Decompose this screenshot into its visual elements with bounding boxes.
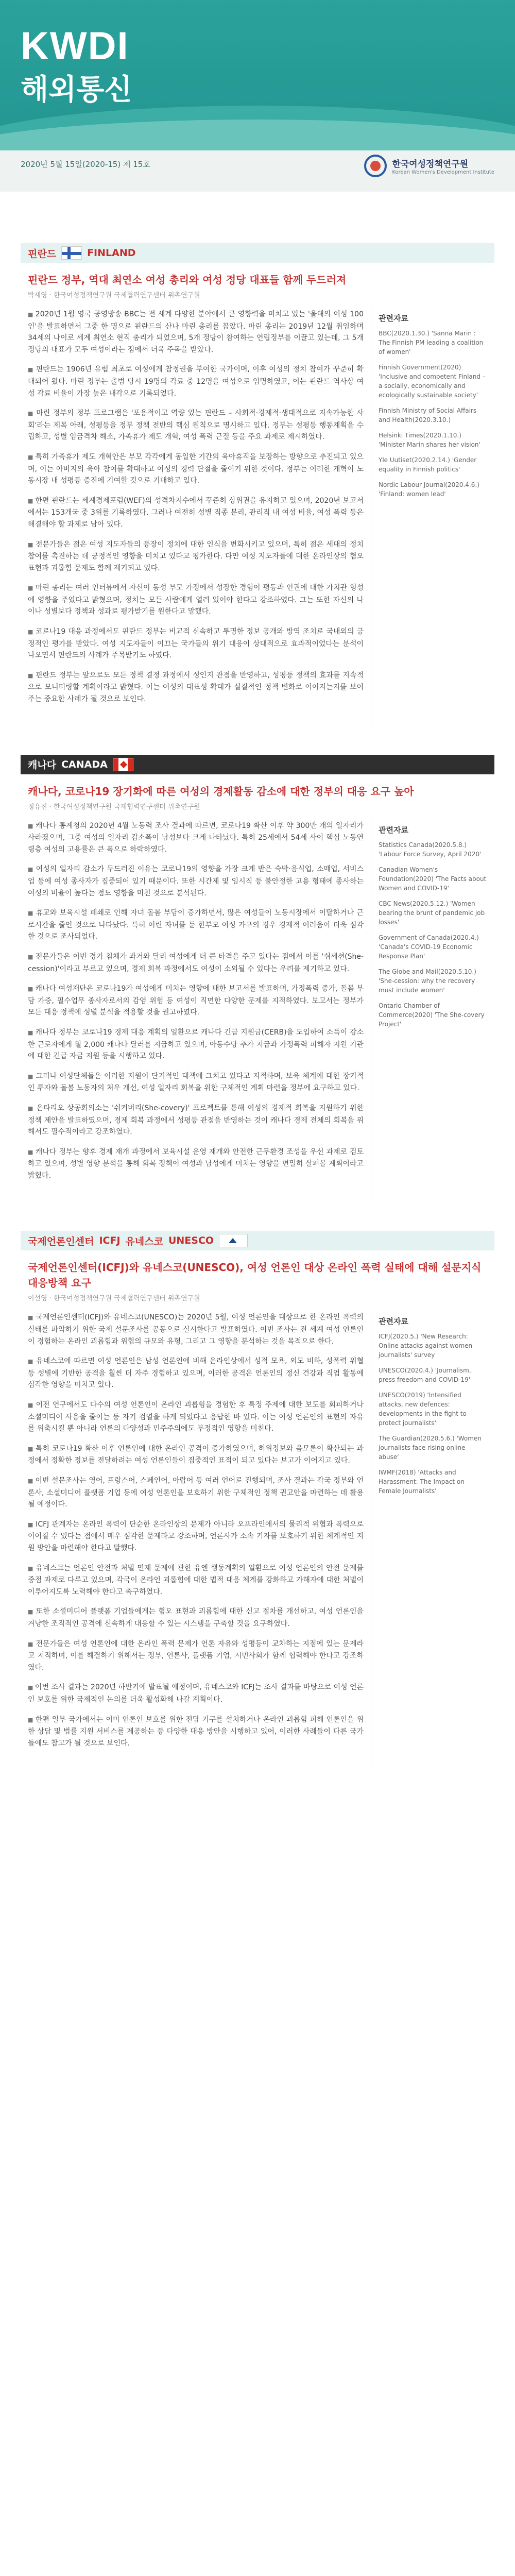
country-tag: 캐나다 <box>28 759 57 771</box>
article-byline: 정유진 · 한국여성정책연구원 국제협력연구센터 위촉연구원 <box>28 803 200 811</box>
article-paragraph: ■ 유네스코에 따르면 여성 언론인은 남성 언론인에 비해 온라인상에서 성적 모욕, 외모 비하, 성폭력 위협 등 성별에 기반한 공격을 훨씬 더 자주 경험하고 있으며, 이러한 공격은 언론인의 정신 건강과 직업 활동에 심각한 영향을 미치고 있다. <box>28 1355 364 1391</box>
related-sources <box>371 818 494 1200</box>
source-link[interactable]: Finnish Ministry of Social Affairs and Health(2020.3.10.) <box>379 407 477 423</box>
source-link[interactable]: ICFJ(2020.5.) 'New Research: Online attacks against women journalists' survey <box>379 1333 473 1359</box>
article-byline: 박세영 · 한국여성정책연구원 국제협력연구센터 위촉연구원 <box>28 292 200 299</box>
source-link[interactable]: Canadian Women's Foundation(2020) 'The Facts about Women and COVID-19' <box>379 866 487 892</box>
unesco-logo-icon <box>219 1234 248 1247</box>
source-link[interactable]: Yle Uutiset(2020.2.14.) 'Gender equality in Finnish politics' <box>379 456 477 473</box>
article-paragraph: ■ 핀란드는 1906년 유럽 최초로 여성에게 참정권을 부여한 국가이며, 이후 여성의 정치 참여가 꾸준히 확대되어 왔다. 마린 정부는 출범 당시 19명의 각료 중 12명을 여성으로 임명하였고, 이는 핀란드 역사상 여성 각료 비율이 가장 높은 내각으로 기록되었다. <box>28 364 364 399</box>
section-icfj-unesco <box>21 1231 494 1768</box>
article-paragraph: ■ 이번 설문조사는 영어, 프랑스어, 스페인어, 아랍어 등 여러 언어로 진행되며, 조사 결과는 각국 정부와 언론사, 소셜미디어 플랫폼 기업 등에 여성 언론인을 보호하기 위한 구체적인 정책 권고안을 마련하는 데 활용될 예정이다. <box>28 1475 364 1511</box>
article-paragraph: ■ 전문가들은 젊은 여성 지도자들의 등장이 정치에 대한 인식을 변화시키고 있으며, 특히 젊은 세대의 정치 참여를 촉진하는 데 긍정적인 영향을 미치고 있다고 평가한다. 다만 여성 지도자들에 대한 온라인상의 혐오 표현과 괴롭힘 문제도 함께 제기되고 있다. <box>28 539 364 574</box>
org-tag: 국제언론인센터 <box>28 1235 94 1247</box>
finland-flag-icon <box>61 246 82 260</box>
article-title: 국제언론인센터(ICFJ)와 유네스코(UNESCO), 여성 언론인 대상 온라인 폭력 실태에 대해 설문지식 대응방책 요구 <box>28 1261 482 1290</box>
article-paragraph: ■ 국제언론인센터(ICFJ)와 유네스코(UNESCO)는 2020년 5월, 여성 언론인을 대상으로 한 온라인 폭력의 실태를 파악하기 위한 국제 설문조사를 공동으로 실시한다고 발표하였다. 이번 조사는 전 세계 여성 언론인이 경험하는 온라인 괴롭힘과 위협의 규모와 유형, 그리고 그 영향을 분석하는 것을 목적으로 한다. <box>28 1312 364 1347</box>
org-name-en: Korean Women's Development Institute <box>392 170 494 175</box>
article-paragraph: ■ 캐나다 여성재단은 코로나19가 여성에게 미치는 영향에 대한 보고서를 발표하며, 가정폭력 증가, 돌봄 부담 가중, 필수업무 종사자로서의 감염 위험 등 여성이 직면한 다양한 문제를 지적하였다. 보고서는 정부가 모든 대응 정책에 성별 분석을 적용할 것을 권고하였다. <box>28 983 364 1019</box>
source-link[interactable]: Helsinki Times(2020.1.10.) 'Minister Marin shares her vision' <box>379 432 480 448</box>
article-paragraph: ■ 캐나다 통계청의 2020년 4월 노동력 조사 결과에 따르면, 코로나19 확산 이후 약 300만 개의 일자리가 사라졌으며, 그중 여성의 일자리 감소폭이 남성보다 크게 나타났다. 특히 25세에서 54세 사이 핵심 노동연령층 여성의 고용률은 큰 폭으로 하락하였다. <box>28 820 364 856</box>
article-paragraph: ■ 캐나다 정부는 향후 경제 재개 과정에서 보육시설 운영 재개와 안전한 근무환경 조성을 우선 과제로 검토하고 있으며, 성별 영향 분석을 통해 회복 정책이 여성과 남성에게 미치는 영향을 면밀히 살펴볼 계획이라고 밝혔다. <box>28 1146 364 1182</box>
article-body <box>21 818 371 1200</box>
source-link[interactable]: Nordic Labour Journal(2020.4.6.) 'Finland: women lead' <box>379 481 479 498</box>
article-paragraph: ■ 온타리오 상공회의소는 '쉬커버리(She-covery)' 프로젝트를 통해 여성의 경제적 회복을 지원하기 위한 정책 제안을 발표하였으며, 경제 회복 과정에서 성평등 관점을 반영하는 것이 캐나다 경제 전체의 회복을 위해서도 필수적이라고 강조하였다. <box>28 1103 364 1138</box>
newsletter-title: 해외통신 <box>21 73 132 106</box>
article-paragraph: ■ 마린 총리는 여러 인터뷰에서 자신이 동성 부모 가정에서 성장한 경험이 평등과 인권에 대한 가치관 형성에 영향을 주었다고 밝혔으며, 정치는 모든 사람에게 열려 있어야 한다고 강조하였다. 그는 또한 자신의 나이나 성별보다 정책과 성과로 평가받기를 원한다고 말했다. <box>28 582 364 618</box>
article-paragraph: ■ 그러나 여성단체들은 이러한 지원이 단기적인 대책에 그치고 있다고 지적하며, 보육 체계에 대한 장기적인 투자와 돌봄 노동자의 처우 개선, 여성 일자리 회복을 위한 구체적인 계획 마련을 정부에 요구하고 있다. <box>28 1071 364 1094</box>
source-link[interactable]: The Globe and Mail(2020.5.10.) 'She-cession: why the recovery must include women' <box>379 968 476 994</box>
sources-title: 관련자료 <box>379 1317 408 1327</box>
section-header <box>21 755 494 774</box>
org-name-ko: 한국여성정책연구원 <box>392 159 469 170</box>
source-link[interactable]: UNESCO(2020.4.) 'Journalism, press freedom and COVID-19' <box>379 1367 471 1384</box>
sources-title: 관련자료 <box>379 314 408 323</box>
article-paragraph: ■ 전문가들은 여성 언론인에 대한 온라인 폭력 문제가 언론 자유와 성평등이 교차하는 지점에 있는 문제라고 지적하며, 이를 해결하기 위해서는 정부, 언론사, 플랫폼 기업, 시민사회가 함께 협력해야 한다고 강조하였다. <box>28 1638 364 1674</box>
article-body <box>21 307 371 724</box>
source-link[interactable]: Government of Canada(2020.4.) 'Canada's COVID-19 Economic Response Plan' <box>379 934 479 960</box>
section-finland <box>21 243 494 724</box>
article-paragraph: ■ ICFJ 관계자는 온라인 폭력이 단순한 온라인상의 문제가 아니라 오프라인에서의 물리적 위협과 폭력으로 이어질 수 있다는 점에서 매우 심각한 문제라고 강조하며, 언론사가 소속 기자를 보호하기 위한 체계적인 지원 방안을 마련해야 한다고 말했다. <box>28 1519 364 1554</box>
article-paragraph: ■ 캐나다 정부는 코로나19 경제 대응 계획의 일환으로 캐나다 긴급 지원금(CERB)을 도입하여 소득이 감소한 근로자에게 월 2,000 캐나다 달러를 지급하고 있으며, 아동수당 추가 지급과 가정폭력 피해자 지원 기관에 대한 긴급 자금 지원 등을 시행하고 있다. <box>28 1027 364 1062</box>
article-body <box>21 1310 371 1768</box>
section-header <box>21 243 494 263</box>
article-paragraph: ■ 2020년 1월 영국 공영방송 BBC는 전 세계 다양한 분야에서 큰 영향력을 미치고 있는 '올해의 여성 100인'을 발표하면서 그중 한 명으로 핀란드의 산나 마린 총리를 꼽았다. 마린 총리는 2019년 12월 취임하며 34세의 나이로 세계 최연소 현직 총리가 되었으며, 5개 정당이 참여하는 연립정부를 이끌고 있는데, 그 5개 정당의 대표가 모두 여성이라는 점에서 더욱 주목을 받았다. <box>28 309 364 355</box>
article-paragraph: ■ 마린 정부의 정부 프로그램은 '포용적이고 역량 있는 핀란드 – 사회적·경제적·생태적으로 지속가능한 사회'라는 제목 아래, 성평등을 정부 정책 전반의 핵심 원칙으로 명시하고 있다. 정부는 성평등 행동계획을 수립하고, 성별 임금격차 해소, 가족휴가 제도 개혁, 여성 폭력 근절 등을 주요 과제로 제시하였다. <box>28 408 364 443</box>
source-link[interactable]: CBC News(2020.5.12.) 'Women bearing the brunt of pandemic job losses' <box>379 900 485 926</box>
org-name-en: UNESCO <box>168 1235 214 1247</box>
source-link[interactable]: BBC(2020.1.30.) 'Sanna Marin : The Finnish PM leading a coalition of women' <box>379 330 484 355</box>
org-logo[interactable] <box>364 155 494 177</box>
related-sources <box>371 1310 494 1768</box>
kwdi-logo-icon <box>364 155 387 177</box>
source-link[interactable]: The Guardian(2020.5.6.) 'Women journalists face rising online abuse' <box>379 1435 482 1461</box>
source-link[interactable]: IWMF(2018) 'Attacks and Harassment: The Impact on Female Journalists' <box>379 1469 465 1495</box>
article-title: 핀란드 정부, 역대 최연소 여성 총리와 여성 정당 대표들 함께 두드러져 <box>28 274 347 286</box>
country-name-en: FINLAND <box>87 247 136 259</box>
article-title: 캐나다, 코로나19 장기화에 따른 여성의 경제활동 감소에 대한 정부의 대응 요구 높아 <box>28 785 414 798</box>
article-paragraph: ■ 한편 일부 국가에서는 이미 언론인 보호를 위한 전담 기구를 설치하거나 온라인 괴롭힘 피해 언론인을 위한 상담 및 법률 지원 서비스를 제공하는 등 다양한 대응 방안을 시행하고 있어, 이러한 사례들이 다른 국가들에도 참고가 될 것으로 보인다. <box>28 1714 364 1750</box>
issue-info: 2020년 5월 15일(2020-15) 제 15호 <box>21 160 150 169</box>
source-link[interactable]: Finnish Government(2020) 'Inclusive and competent Finland – a socially, economically and ecologically sustainable society' <box>379 364 486 399</box>
newsletter-header <box>0 0 515 192</box>
article-paragraph: ■ 전문가들은 이번 경기 침체가 과거와 달리 여성에게 더 큰 타격을 주고 있다는 점에서 이를 '쉬세션(She-cession)'이라고 부르고 있으며, 경제 회복 과정에서도 여성이 소외될 수 있다는 우려를 제기하고 있다. <box>28 951 364 975</box>
article-paragraph: ■ 또한 소셜미디어 플랫폼 기업들에게는 혐오 표현과 괴롭힘에 대한 신고 절차를 개선하고, 여성 언론인을 겨냥한 조직적인 공격에 신속하게 대응할 수 있는 시스템을 구축할 것을 요구하였다. <box>28 1606 364 1630</box>
article-paragraph: ■ 이전 연구에서도 다수의 여성 언론인이 온라인 괴롭힘을 경험한 후 특정 주제에 대한 보도를 회피하거나 소셜미디어 사용을 줄이는 등 자기 검열을 하게 되었다고 응답한 바 있다. 이는 여성 언론인의 표현의 자유를 위축시킬 뿐 아니라 언론의 다양성과 민주주의에도 부정적인 영향을 미친다. <box>28 1399 364 1435</box>
country-tag: 핀란드 <box>28 248 57 260</box>
article-paragraph: ■ 특히 가족휴가 제도 개혁안은 부모 각각에게 동일한 기간의 육아휴직을 보장하는 방향으로 추진되고 있으며, 이는 아버지의 육아 참여를 확대하고 여성의 경력 단절을 줄이기 위한 것이다. 정부는 이러한 개혁이 노동시장 내 성평등 증진에 기여할 것으로 기대하고 있다. <box>28 451 364 487</box>
article-byline: 이선영 · 한국여성정책연구원 국제협력연구센터 위촉연구원 <box>28 1295 200 1303</box>
newsletter-brand: KWDI <box>21 24 129 68</box>
article-paragraph: ■ 핀란드 정부는 앞으로도 모든 정책 결정 과정에서 성인지 관점을 반영하고, 성평등 정책의 효과를 지속적으로 모니터링할 계획이라고 밝혔다. 이는 여성의 대표성 확대가 실질적인 정책 변화로 이어지는지를 보여주는 중요한 사례가 될 것으로 보인다. <box>28 670 364 705</box>
article-paragraph: ■ 특히 코로나19 확산 이후 언론인에 대한 온라인 공격이 증가하였으며, 허위정보와 음모론이 확산되는 과정에서 정확한 정보를 전달하려는 여성 언론인들이 집중적인 표적이 되고 있다는 보고가 이어지고 있다. <box>28 1443 364 1467</box>
section-header <box>21 1231 494 1250</box>
related-sources <box>371 307 494 724</box>
section-canada <box>21 755 494 1200</box>
source-link[interactable]: Ontario Chamber of Commerce(2020) 'The She-covery Project' <box>379 1002 485 1028</box>
org-tag: 유네스코 <box>125 1235 163 1247</box>
article-paragraph: ■ 휴교와 보육시설 폐쇄로 인해 자녀 돌봄 부담이 증가하면서, 많은 여성들이 노동시장에서 이탈하거나 근로시간을 줄인 것으로 나타났다. 특히 어린 자녀를 둔 한부모 여성 가구의 경우 경제적 어려움이 더욱 심각한 것으로 조사되었다. <box>28 907 364 943</box>
article-paragraph: ■ 여성의 일자리 감소가 두드러진 이유는 코로나19의 영향을 가장 크게 받은 숙박·음식업, 소매업, 서비스업 등에 여성 종사자가 집중되어 있기 때문이다. 또한 시간제 및 임시직 등 불안정한 고용 형태에 종사하는 여성의 비율이 높다는 점도 영향을 미친 것으로 분석된다. <box>28 863 364 899</box>
article-paragraph: ■ 코로나19 대응 과정에서도 핀란드 정부는 비교적 신속하고 투명한 정보 공개와 방역 조치로 국내외의 긍정적인 평가를 받았다. 여성 지도자들이 이끄는 국가들의 위기 대응이 상대적으로 효과적이었다는 분석이 나오면서 핀란드의 사례가 주목받기도 하였다. <box>28 626 364 662</box>
org-name-en: ICFJ <box>99 1235 121 1247</box>
country-name-en: CANADA <box>61 758 108 770</box>
article-paragraph: ■ 이번 조사 결과는 2020년 하반기에 발표될 예정이며, 유네스코와 ICFJ는 조사 결과를 바탕으로 여성 언론인 보호를 위한 국제적인 논의를 더욱 활성화해 나갈 계획이다. <box>28 1682 364 1705</box>
article-paragraph: ■ 한편 핀란드는 세계경제포럼(WEF)의 성격차지수에서 꾸준히 상위권을 유지하고 있으며, 2020년 보고서에서는 153개국 중 3위를 기록하였다. 그러나 여전히 성별 직종 분리, 관리직 내 여성 비율, 여성 폭력 등은 해결해야 할 과제로 남아 있다. <box>28 495 364 531</box>
source-link[interactable]: Statistics Canada(2020.5.8.) 'Labour Force Survey, April 2020' <box>379 841 482 858</box>
article-paragraph: ■ 유네스코는 언론인 안전과 처벌 면제 문제에 관한 유엔 행동계획의 일환으로 여성 언론인의 안전 문제를 중점 과제로 다루고 있으며, 각국이 온라인 괴롭힘에 대한 법적 대응 체계를 강화하고 가해자에 대한 처벌이 이루어지도록 노력해야 한다고 촉구하였다. <box>28 1563 364 1598</box>
sources-title: 관련자료 <box>379 825 408 835</box>
canada-flag-icon <box>113 758 133 771</box>
source-link[interactable]: UNESCO(2019) 'Intensified attacks, new defences: developments in the fight to protect journalists' <box>379 1392 467 1427</box>
